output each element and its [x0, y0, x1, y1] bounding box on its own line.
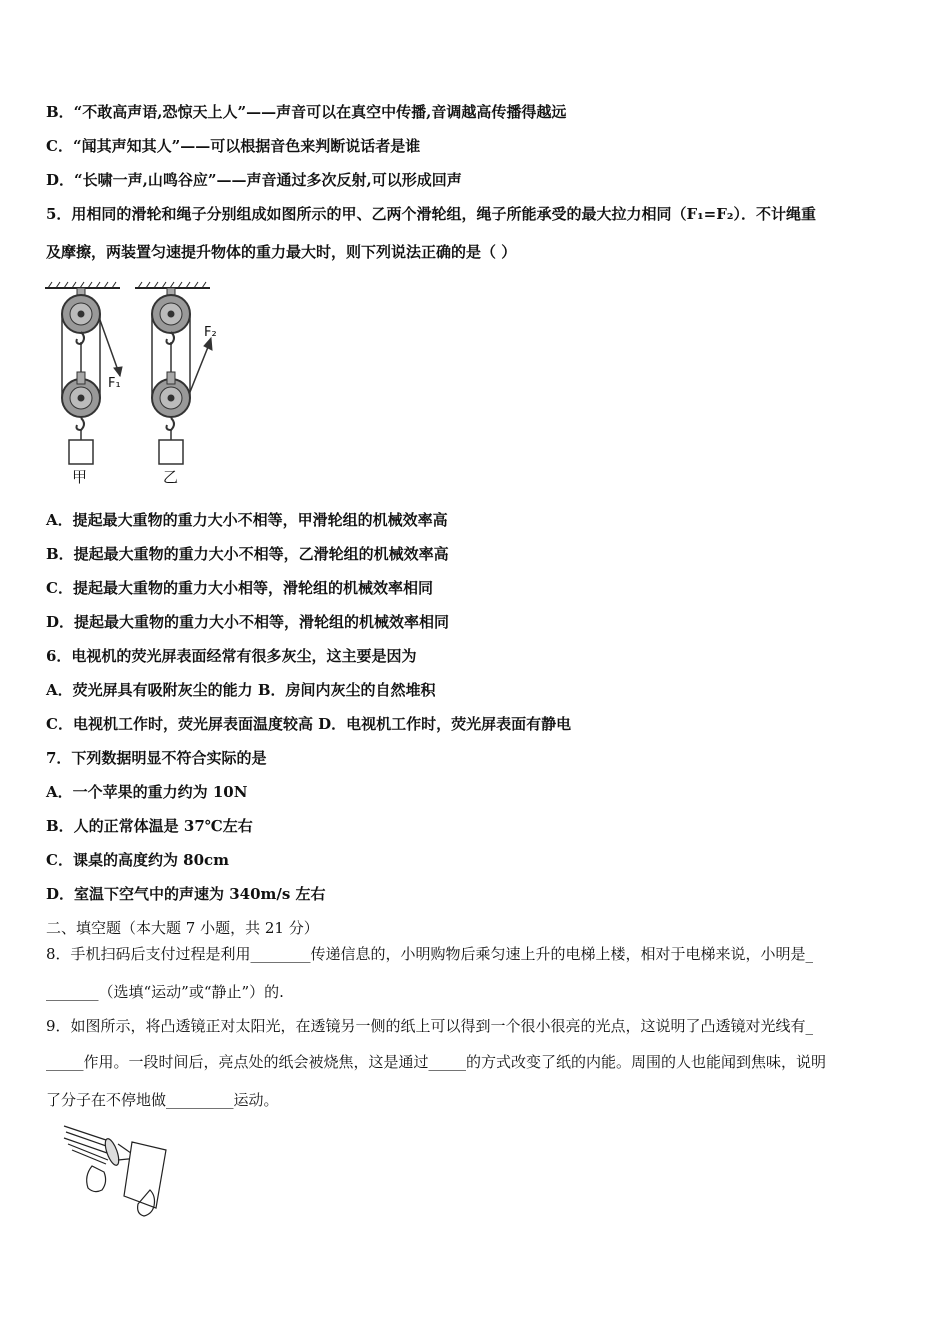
- paper-sheet: [124, 1142, 166, 1208]
- line-q7-a: A．一个苹果的重力约为 10N: [46, 783, 248, 801]
- pulley-figure: [40, 280, 240, 490]
- line-q6-stem: 6．电视机的荧光屏表面经常有很多灰尘，这主要是因为: [46, 647, 417, 665]
- hand-left: [87, 1166, 106, 1192]
- line-q5-stem-1: 5．用相同的滑轮和绳子分别组成如图所示的甲、乙两个滑轮组，绳子所能承受的最大拉力相同（F₁=F₂）．不计绳重: [46, 205, 816, 223]
- label-yi: 乙: [163, 468, 179, 486]
- line-q5-stem-2: 及摩擦，两装置匀速提升物体的重力最大时，则下列说法正确的是（ ）: [46, 243, 517, 261]
- line-q8-1: 8．手机扫码后支付过程是利用________传递信息的，小明购物后乘匀速上升的电梯上楼，相对于电梯来说，小明是_: [46, 945, 814, 963]
- line-q6-cd: C．电视机工作时，荧光屏表面温度较高 D．电视机工作时，荧光屏表面有静电: [46, 715, 572, 733]
- force-label-f1: F₁: [108, 376, 121, 391]
- line-q5-a: A．提起最大重物的重力大小不相等，甲滑轮组的机械效率高: [46, 511, 448, 529]
- line-q9-3: 了分子在不停地做_________运动。: [46, 1091, 279, 1109]
- line-q7-c: C．课桌的高度约为 80cm: [46, 851, 230, 869]
- line-q4-d: D．“长啸一声,山鸣谷应”——声音通过多次反射,可以形成回声: [46, 171, 462, 189]
- line-q4-c: C．“闻其声知其人”——可以根据音色来判断说话者是谁: [46, 137, 421, 155]
- line-q6-ab: A．荧光屏具有吸附灰尘的能力 B．房间内灰尘的自然堆积: [46, 681, 436, 699]
- line-q5-d: D．提起最大重物的重力大小不相等，滑轮组的机械效率相同: [46, 613, 450, 631]
- line-q4-b: B．“不敢高声语,恐惊天上人”——声音可以在真空中传播,音调越高传播得越远: [46, 103, 567, 121]
- line-q7-b: B．人的正常体温是 37℃左右: [46, 817, 253, 835]
- load-box-jia: [69, 440, 93, 464]
- section-heading-fill-in: 二、填空题（本大题 7 小题，共 21 分）: [46, 919, 319, 937]
- ceiling-right: [135, 282, 210, 288]
- line-q9-2: _____作用。一段时间后，亮点处的纸会被烧焦，这是通过_____的方式改变了纸的内能。周围的人也能闻到焦味，说明: [46, 1053, 827, 1071]
- line-q5-b: B．提起最大重物的重力大小不相等，乙滑轮组的机械效率高: [46, 545, 449, 563]
- label-jia: 甲: [72, 468, 88, 486]
- line-q5-c: C．提起最大重物的重力大小相等，滑轮组的机械效率相同: [46, 579, 433, 597]
- lens-figure: [62, 1120, 182, 1220]
- pulley-system-yi: [152, 288, 212, 464]
- line-q8-2: _______（选填“运动”或“静止”）的.: [46, 983, 284, 1001]
- line-q7-d: D．室温下空气中的声速为 340m/s 左右: [46, 885, 326, 903]
- force-label-f2: F₂: [204, 325, 217, 340]
- line-q9-1: 9．如图所示，将凸透镜正对太阳光，在透镜另一侧的纸上可以得到一个很小很亮的光点，这说明了凸透镜对光线有_: [46, 1017, 814, 1035]
- load-box-yi: [159, 440, 183, 464]
- line-q7-stem: 7．下列数据明显不符合实际的是: [46, 749, 267, 767]
- ceiling-left: [45, 282, 120, 288]
